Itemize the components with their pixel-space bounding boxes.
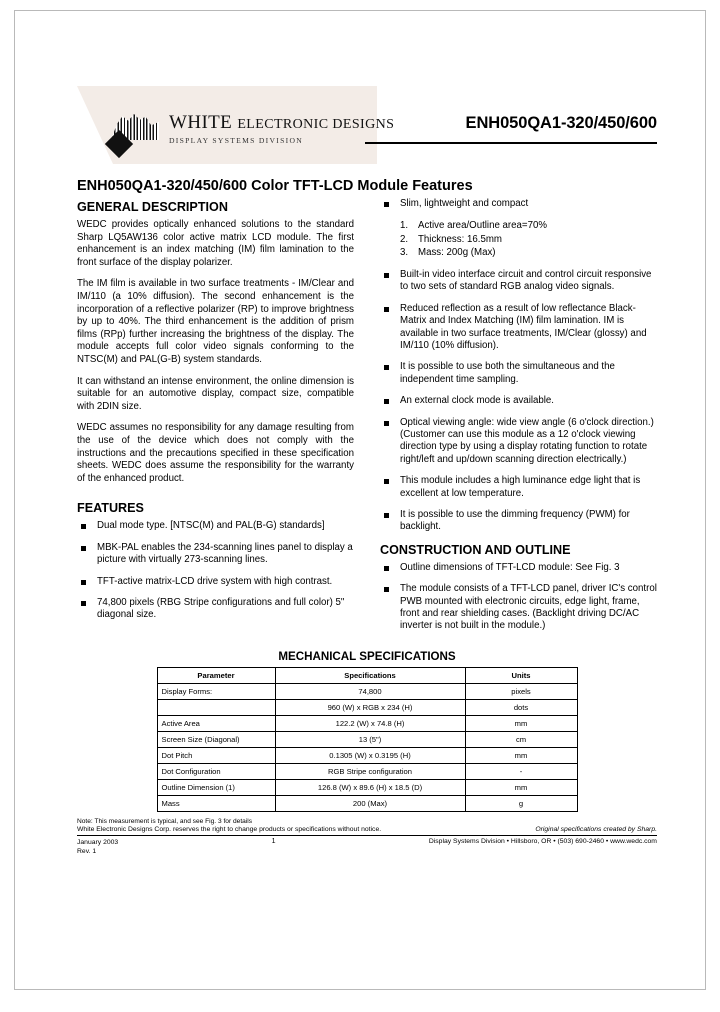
right-feature-list: [380, 269, 657, 534]
company-name-rest: ELECTRONIC DESIGNS: [237, 117, 395, 132]
table-row: [157, 683, 577, 699]
table-row: [157, 779, 577, 795]
list-item: Optical viewing angle: wide view angle (6 o'clock direction.) (Customer can use this module as a 12 o'clock viewing direction type by using a display rotating function to rotate right/left and up/down scanning direction electrically.): [380, 417, 657, 467]
page-sheet: [14, 10, 706, 990]
cell-spec: 13 (5"): [275, 731, 465, 747]
list-number: 3.: [400, 247, 409, 259]
cell-parameter: Screen Size (Diagonal): [157, 731, 275, 747]
footer-divider: [77, 835, 657, 836]
column-header-specifications: Specifications: [275, 667, 465, 683]
cell-spec: 126.8 (W) x 89.6 (H) x 18.5 (D): [275, 779, 465, 795]
header-divider: [365, 142, 657, 144]
cell-units: cm: [465, 731, 577, 747]
cell-units: pixels: [465, 683, 577, 699]
list-item: [400, 246, 657, 260]
list-item: Reduced reflection as a result of low reflectance Black-Matrix and Index Matching (IM) film lamination. IM is available in two surface treatments, IM/Clear (glossy) and IM/110 (10% diffusion).: [380, 303, 657, 353]
list-text: Mass: 200g (Max): [418, 247, 496, 259]
list-text: Active area/Outline area=70%: [418, 220, 547, 232]
table-row: [157, 795, 577, 811]
general-description-paragraph-3: It can withstand an intense environment, the online dimension is suitable for an automotive display, compact size, compatible with 2DIN size.: [77, 375, 354, 412]
list-item: An external clock mode is available.: [380, 395, 657, 407]
cell-units: -: [465, 763, 577, 779]
general-description-paragraph-4: WEDC assumes no responsibility for any damage resulting from the use of the device which does not comply with the instructions and the precautions specified in these specification sheets. WEDC does assume the responsibility for the warranty of the enhanced product.: [77, 422, 354, 484]
cell-spec: RGB Stripe configuration: [275, 763, 465, 779]
footer-revision: Rev. 1: [77, 847, 97, 855]
numbered-spec-list: [380, 219, 657, 260]
table-row: [157, 747, 577, 763]
list-item: It is possible to use the dimming frequency (PWM) for backlight.: [380, 509, 657, 534]
cell-parameter: Outline Dimension (1): [157, 779, 275, 795]
list-item: 74,800 pixels (RBG Stripe configurations and full color) 5" diagonal size.: [77, 597, 354, 622]
company-wordmark: [169, 112, 429, 145]
cell-spec: 74,800: [275, 683, 465, 699]
list-item: Outline dimensions of TFT-LCD module: See Fig. 3: [380, 562, 657, 574]
general-description-heading: GENERAL DESCRIPTION: [77, 200, 228, 214]
division-name: DISPLAY SYSTEMS DIVISION: [169, 136, 304, 145]
disclaimer-row: [77, 826, 657, 833]
table-row: [157, 699, 577, 715]
mechanical-specifications-table: [157, 667, 578, 812]
construction-heading: CONSTRUCTION AND OUTLINE: [380, 542, 571, 557]
cell-spec: 0.1305 (W) x 0.3195 (H): [275, 747, 465, 763]
column-header-parameter: Parameter: [157, 667, 275, 683]
cell-parameter: Dot Pitch: [157, 747, 275, 763]
table-note: Note: This measurement is typical, and see Fig. 3 for details: [77, 817, 253, 825]
general-description-paragraph-2: The IM film is available in two surface treatments - IM/Clear and IM/110 (a 10% diffusion). The second enhancement is the incorporation of a reflective polarizer (RP) to improve brightness by up to 40%. The third enhancement is the addition of prism films (RPp) further increasing the brightness of the display. The module accepts full color video signals conforming to the NTSC(M) and PAL(G-B) system standards.: [77, 278, 354, 365]
document-footer: [77, 838, 657, 856]
cell-parameter: Active Area: [157, 715, 275, 731]
original-spec-credit: Original specifications created by Sharp.: [535, 825, 657, 833]
table-row: [157, 715, 577, 731]
page-number: 1: [271, 837, 276, 845]
list-item: It is possible to use both the simultaneous and the independent time sampling.: [380, 361, 657, 386]
list-item: Slim, lightweight and compact: [380, 198, 657, 210]
list-item: [400, 219, 657, 233]
table-row: [157, 731, 577, 747]
document-header: [77, 86, 657, 164]
page-title: ENH050QA1-320/450/600 Color TFT-LCD Module Features: [77, 178, 473, 194]
list-item: [400, 233, 657, 247]
list-item: MBK-PAL enables the 234-scanning lines panel to display a picture with virtually 273-scanning lines.: [77, 542, 354, 567]
company-name-white: WHITE: [169, 112, 233, 133]
cell-parameter: Mass: [157, 795, 275, 811]
list-text: Thickness: 16.5mm: [418, 233, 502, 245]
cell-spec: 960 (W) x RGB x 234 (H): [275, 699, 465, 715]
cell-units: mm: [465, 715, 577, 731]
part-number: ENH050QA1-320/450/600: [465, 114, 657, 132]
two-column-body: [77, 198, 657, 642]
company-logo-icon: [99, 114, 161, 152]
list-item: This module includes a high luminance edge light that is excellent at low temperature.: [380, 475, 657, 500]
mechanical-specifications-title: MECHANICAL SPECIFICATIONS: [278, 649, 456, 663]
features-list: [77, 520, 354, 621]
cell-spec: 200 (Max): [275, 795, 465, 811]
table-row: [157, 763, 577, 779]
cell-units: g: [465, 795, 577, 811]
list-item: The module consists of a TFT-LCD panel, driver IC's control PWB mounted with electronic circuits, edge light, frame, front and rear shielding cases. (Backlight driving DC/AC inverter is not built in the module.): [380, 583, 657, 633]
list-number: 2.: [400, 233, 409, 245]
footer-date-revision: [77, 838, 118, 856]
cell-parameter: [157, 699, 275, 715]
disclaimer-text: White Electronic Designs Corp. reserves the right to change products or specifications without notice.: [77, 825, 382, 833]
list-item: TFT-active matrix-LCD drive system with high contrast.: [77, 576, 354, 588]
column-header-units: Units: [465, 667, 577, 683]
general-description-paragraph-1: WEDC provides optically enhanced solutions to the standard Sharp LQ5AW136 color active matrix LCD module. The first enhancement is an index matching (IM) film lamination to the front surface of the display polarizer.: [77, 219, 354, 268]
cell-parameter: Display Forms:: [157, 683, 275, 699]
cell-spec: 122.2 (W) x 74.8 (H): [275, 715, 465, 731]
list-number: 1.: [400, 220, 409, 232]
table-header-row: [157, 667, 577, 683]
page-content: [77, 86, 657, 856]
list-item: Dual mode type. [NTSC(M) and PAL(B-G) standards]: [77, 520, 354, 532]
features-heading: FEATURES: [77, 501, 144, 516]
right-column: [380, 198, 657, 642]
cell-units: mm: [465, 747, 577, 763]
cell-units: dots: [465, 699, 577, 715]
right-top-list: [380, 198, 657, 210]
footer-date: January 2003: [77, 838, 119, 846]
list-item: Built-in video interface circuit and control circuit responsive to two sets of standard RGB analog video signals.: [380, 269, 657, 294]
company-name: [169, 112, 429, 134]
left-column: [77, 198, 354, 642]
construction-list: [380, 562, 657, 633]
cell-parameter: Dot Configuration: [157, 763, 275, 779]
cell-units: mm: [465, 779, 577, 795]
footer-address: Display Systems Division • Hillsboro, OR • (503) 690-2460 • www.wedc.com: [428, 837, 657, 845]
